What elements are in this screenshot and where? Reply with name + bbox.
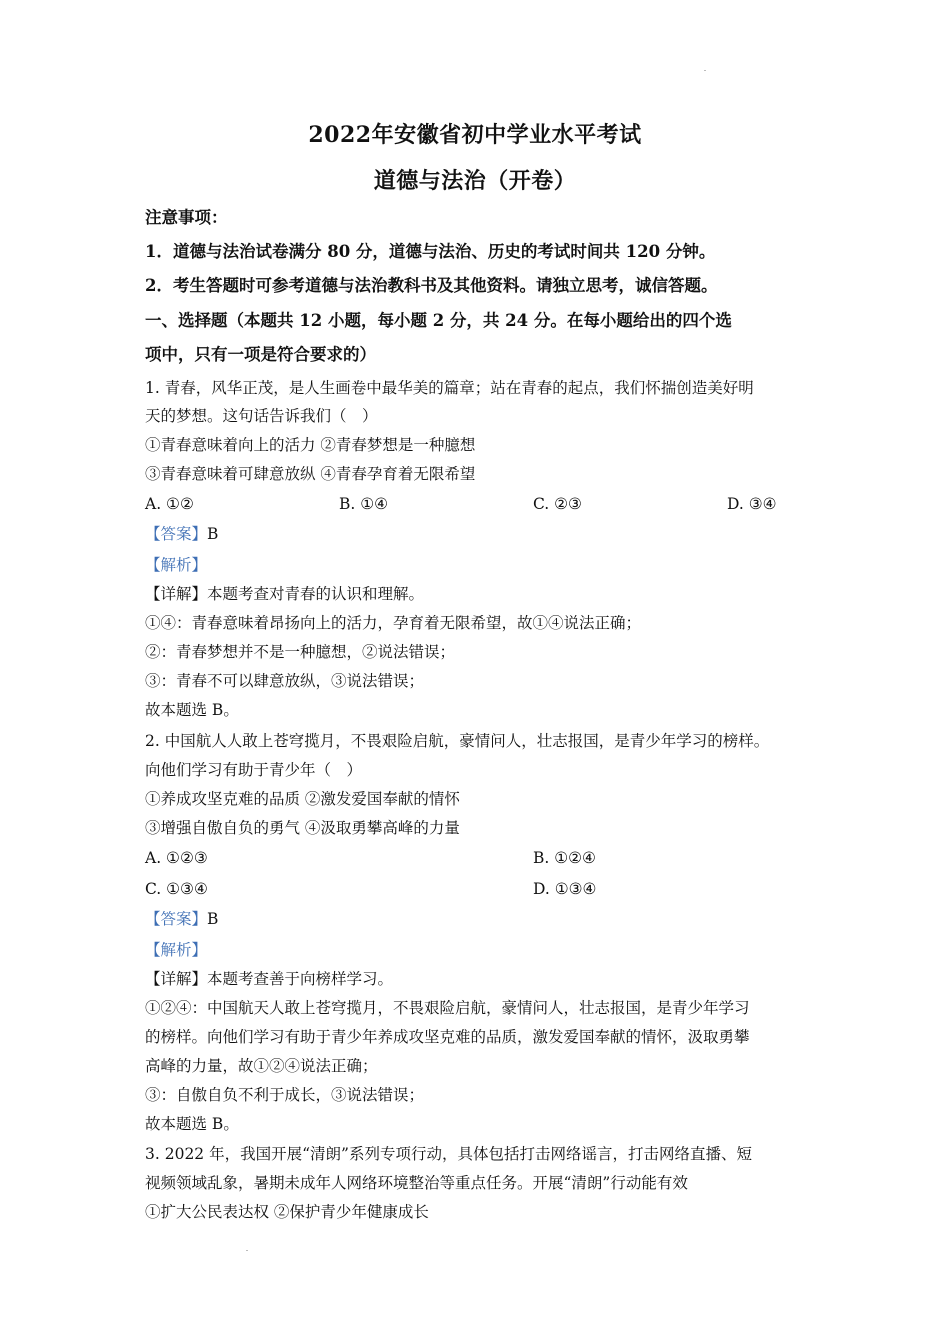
q3-stem-line-2: 视频领域乱象，暑期未成年人网络环境整治等重点任务。开展“清朗”行动能有效	[145, 1174, 688, 1192]
q3-items-line-1: ①扩大公民表达权 ②保护青少年健康成长	[145, 1203, 429, 1221]
q1-stem-line-2: 天的梦想。这句话告诉我们（ ）	[145, 407, 378, 425]
q2-option-a: A. ①②③	[145, 849, 208, 867]
section-heading-line-1: 一、选择题（本题共 12 小题，每小题 2 分，共 24 分。在每小题给出的四个选	[145, 311, 732, 330]
q2-detail-line-3: 的榜样。向他们学习有助于青少年养成攻坚克难的品质，激发爱国奉献的情怀，汲取勇攀	[145, 1028, 750, 1046]
section-heading-line-2: 项中，只有一项是符合要求的）	[145, 345, 376, 364]
exam-title: 2022年安徽省初中学业水平考试	[308, 122, 642, 148]
q1-analysis-label: 【解析】	[145, 556, 208, 574]
q2-detail-line-4: 高峰的力量，故①②④说法正确；	[145, 1057, 378, 1075]
q2-stem-line-2: 向他们学习有助于青少年（ ）	[145, 761, 363, 779]
q1-option-a: A. ①②	[145, 495, 194, 513]
q2-detail-line-2: ①②④：中国航天人敢上苍穹揽月，不畏艰险启航，豪情问人，壮志报国，是青少年学习	[145, 999, 750, 1017]
q1-answer-label: 【答案】	[145, 525, 208, 543]
q1-option-b: B. ①④	[339, 495, 389, 513]
notice-item-2: 2．考生答题时可参考道德与法治教科书及其他资料。请独立思考，诚信答题。	[145, 276, 718, 295]
q2-option-c: C. ①③④	[145, 880, 208, 898]
q1-items-line-2: ③青春意味着可肆意放纵 ④青春孕育着无限希望	[145, 465, 476, 483]
q2-option-d: D. ①③④	[533, 880, 597, 898]
corner-mark	[704, 70, 706, 71]
q1-detail-line-2: ①④：青春意味着昂扬向上的活力，孕育着无限希望，故①④说法正确；	[145, 614, 642, 632]
q1-answer	[145, 524, 815, 544]
q2-analysis-label: 【解析】	[145, 941, 208, 959]
q2-items-line-1: ①养成攻坚克难的品质 ②激发爱国奉献的情怀	[145, 790, 460, 808]
q2-items-line-2: ③增强自傲自负的勇气 ④汲取勇攀高峰的力量	[145, 819, 460, 837]
q1-items-line-1: ①青春意味着向上的活力 ②青春梦想是一种臆想	[145, 436, 476, 454]
q2-answer-value: B	[207, 910, 219, 928]
q2-answer-label: 【答案】	[145, 910, 208, 928]
q1-detail-line-5: 故本题选 B。	[145, 701, 239, 719]
notice-heading: 注意事项：	[145, 208, 228, 227]
q3-stem-line-1: 3. 2022 年，我国开展“清朗”系列专项行动，具体包括打击网络谣言，打击网络直播、短	[145, 1145, 752, 1163]
q1-option-d: D. ③④	[727, 495, 777, 513]
q1-detail-line-1: 【详解】本题考查对青春的认识和理解。	[145, 585, 425, 603]
q2-option-b: B. ①②④	[533, 849, 596, 867]
q1-detail-line-3: ②：青春梦想并不是一种臆想，②说法错误；	[145, 643, 456, 661]
exam-subtitle: 道德与法治（开卷）	[373, 168, 577, 194]
q2-stem-line-1: 2. 中国航人人敢上苍穹揽月，不畏艰险启航，豪情问人，壮志报国，是青少年学习的榜样。	[145, 732, 770, 750]
q2-answer	[145, 909, 815, 929]
q1-answer-value: B	[207, 525, 219, 543]
footer-mark	[246, 1250, 248, 1251]
q2-detail-line-6: 故本题选 B。	[145, 1115, 239, 1133]
q2-detail-line-1: 【详解】本题考查善于向榜样学习。	[145, 970, 394, 988]
q1-option-c: C. ②③	[533, 495, 582, 513]
q2-detail-line-5: ③：自傲自负不利于成长，③说法错误；	[145, 1086, 425, 1104]
q1-detail-line-4: ③：青春不可以肆意放纵，③说法错误；	[145, 672, 425, 690]
notice-item-1: 1．道德与法治试卷满分 80 分，道德与法治、历史的考试时间共 120 分钟。	[145, 242, 716, 261]
q1-stem-line-1: 1. 青春，风华正茂，是人生画卷中最华美的篇章；站在青春的起点，我们怀揣创造美好明	[145, 379, 754, 397]
